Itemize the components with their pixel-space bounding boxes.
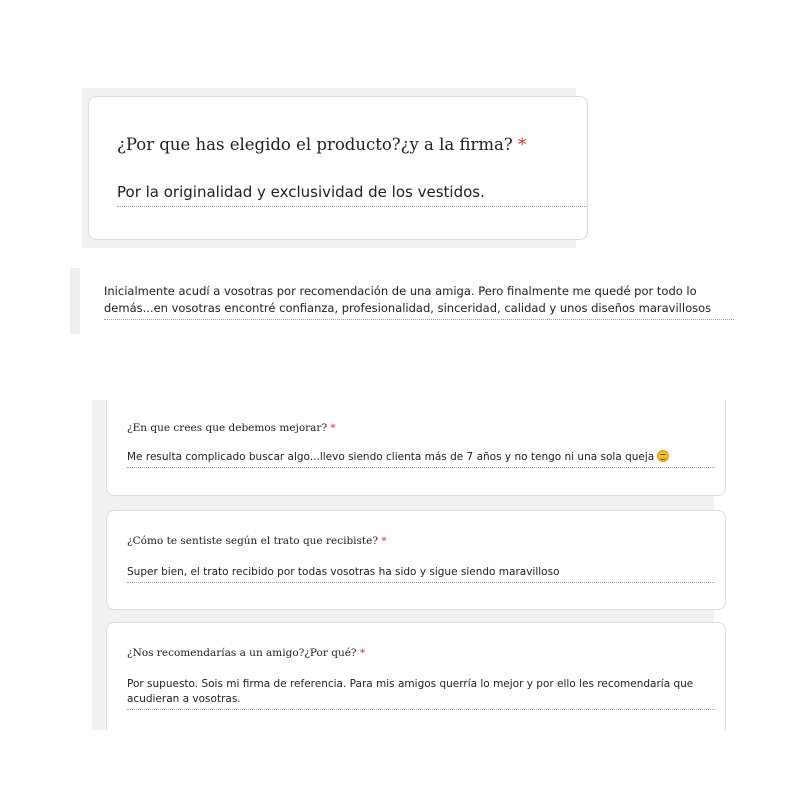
- answer-text: Me resulta complicado buscar algo...llevo siendo clienta más de 7 años y no tengo ni una sola queja: [127, 451, 655, 463]
- screenshot-feedback-questions: [92, 400, 714, 730]
- answer-text: Por supuesto. Sois mi firma de referencia. Para mis amigos querría lo mejor y por ello les recomendaría que acudieran a vosotras.: [127, 677, 715, 710]
- question-title: [127, 422, 336, 434]
- question-text: ¿Nos recomendarías a un amigo?¿Por qué?: [127, 647, 357, 659]
- required-asterisk: *: [359, 647, 366, 659]
- question-card: [106, 510, 726, 610]
- screenshot-product-question: [82, 88, 576, 248]
- question-title: [127, 535, 387, 547]
- screenshot-recommendation-answer: [70, 268, 750, 336]
- required-asterisk: *: [517, 135, 527, 154]
- question-title: [127, 647, 365, 659]
- question-text: ¿Cómo te sentiste según el trato que recibiste?: [127, 535, 378, 547]
- question-text: ¿En que crees que debemos mejorar?: [127, 422, 328, 434]
- required-asterisk: *: [381, 535, 387, 547]
- answer-text: Por la originalidad y exclusividad de los vestidos.: [117, 183, 587, 207]
- answer-text: Inicialmente acudí a vosotras por recomendación de una amiga. Pero finalmente me quedé por todo lo demás...en vosotras encontré confianza, profesionalidad, sinceridad, calidad y unos diseños maravillosos: [104, 283, 734, 320]
- smiling-face-icon: [657, 450, 669, 462]
- question-text: ¿Por que has elegido el producto?¿y a la firma?: [117, 135, 513, 154]
- answer-text: Super bien, el trato recibido por todas vosotras ha sido y sigue siendo maravilloso: [127, 565, 715, 583]
- question-title: [117, 135, 526, 154]
- question-card: [106, 622, 726, 730]
- card-edge: [70, 268, 80, 334]
- question-card: [106, 400, 726, 496]
- answer-field: [127, 450, 715, 468]
- required-asterisk: *: [330, 422, 336, 434]
- question-card: [88, 96, 588, 240]
